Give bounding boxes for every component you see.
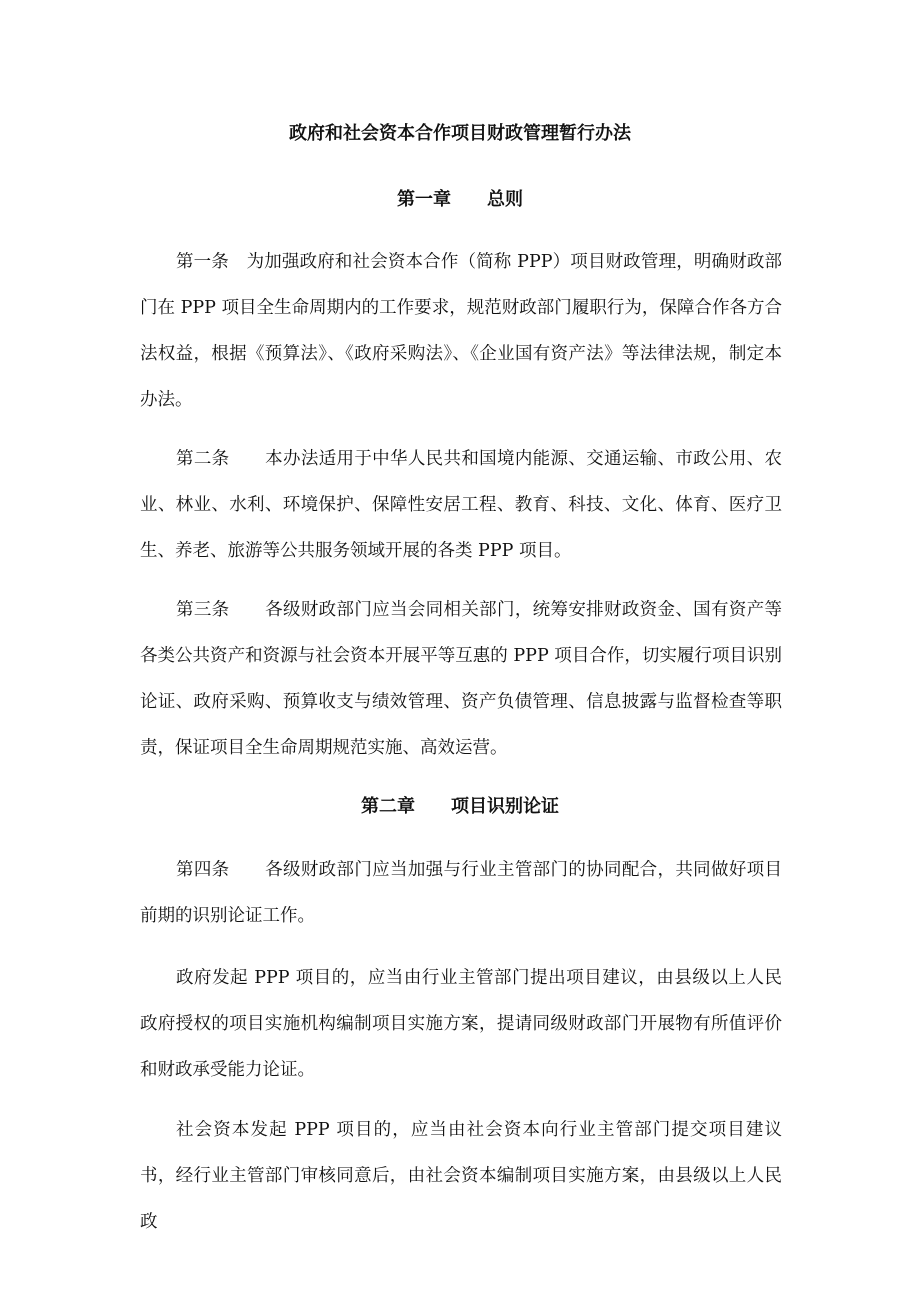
article-text: 本办法适用于中华人民共和国境内能源、交通运输、市政公用、农业、林业、水利、环境保护、保障性安居工程、教育、科技、文化、体育、医疗卫生、养老、旅游等公共服务领域开展的各类 PPP 项目。 [140,449,783,561]
article-label: 第一条 [176,252,247,272]
article-2 [140,436,782,574]
article-label: 第二条 [176,449,266,469]
article-text: 为加强政府和社会资本合作（简称 PPP）项目财政管理，明确财政部门在 PPP 项目全生命周期内的工作要求，规范财政部门履职行为，保障合作各方合法权益，根据《预算法》、《政府采购法》、《企业国有资产法》等法律法规，制定本办法。 [140,252,783,410]
chapter-heading-project-identification: 第二章 项目识别论证 [361,796,559,817]
article-label: 第四条 [176,860,266,880]
article-label: 第三条 [176,600,266,620]
article-1 [140,239,782,423]
document-title: 政府和社会资本合作项目财政管理暂行办法 [289,123,631,144]
article-4 [140,847,782,939]
chapter-heading-general: 第一章 总则 [397,189,523,210]
article-3 [140,587,782,771]
paragraph-social-capital-initiated: 社会资本发起 PPP 项目的，应当由社会资本向行业主管部门提交项目建议书，经行业主管部门审核同意后，由社会资本编制项目实施方案，由县级以上人民政 [140,1120,782,1232]
paragraph-government-initiated: 政府发起 PPP 项目的，应当由行业主管部门提出项目建议，由县级以上人民政府授权的项目实施机构编制项目实施方案，提请同级财政部门开展物有所值评价和财政承受能力论证。 [140,968,782,1080]
article-text: 各级财政部门应当加强与行业主管部门的协同配合，共同做好项目前期的识别论证工作。 [140,860,783,926]
article-text: 各级财政部门应当会同相关部门，统筹安排财政资金、国有资产等各类公共资产和资源与社会资本开展平等互惠的 PPP 项目合作，切实履行项目识别论证、政府采购、预算收支与绩效管理、资产负债管理、信息披露与监督检查等职责，保证项目全生命周期规范实施、高效运营。 [140,600,783,758]
